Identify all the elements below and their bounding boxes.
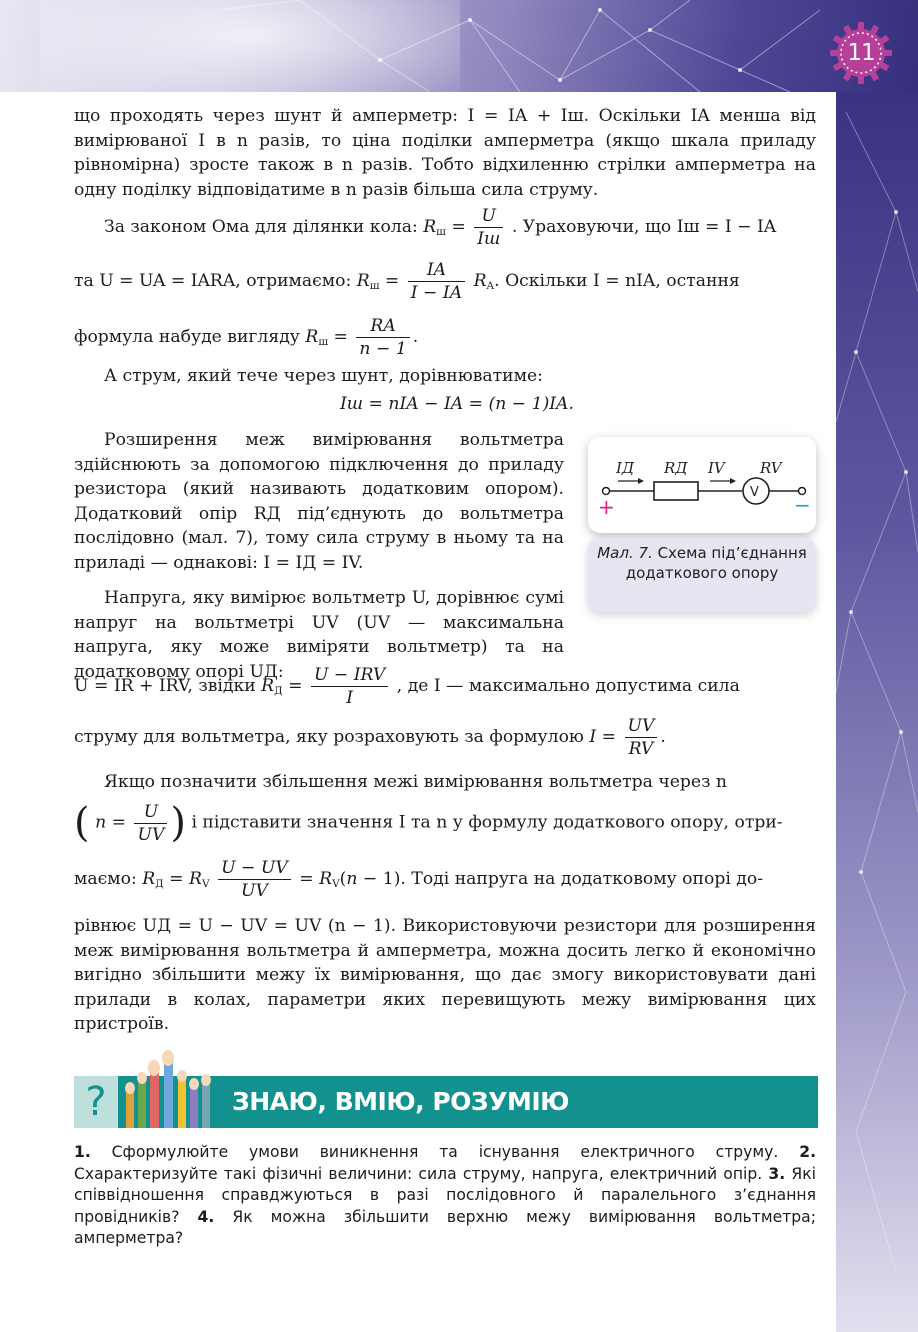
- side-decoration: [836, 92, 918, 1332]
- voltmeter-symbol: V: [750, 485, 759, 500]
- question-2-text: Схарактеризуйте такі фізичні величини: сила струму, напруга, електричний опір.: [74, 1164, 763, 1183]
- resistor-formula-line: U = IR + IRV, звідки $R_Д$ = $\frac{\text{U − IRV}}{I}$ , де I — максимально допустима сила: [74, 665, 740, 708]
- question-1-text: Сформулюйте умови виникнення та існування електричного струму.: [111, 1143, 779, 1161]
- questions-list: [74, 1142, 816, 1250]
- question-4-text: Як можна збільшити верхню межу вимірювання вольтметра; амперметра?: [74, 1207, 816, 1247]
- fraction-u-over-uv: $\frac{U}{UV}$: [134, 802, 167, 845]
- section-title: ЗНАЮ, ВМІЮ, РОЗУМІЮ: [232, 1087, 569, 1116]
- paragraph-voltage: Напруга, яку вимірює вольтметр U, дорівнює сумі напруг на вольтметрі UV (UV — максимальна напруга, яку може виміряти вольтметр) та на додатковому опорі UД:: [74, 588, 564, 682]
- fraction-ra-over-n-1: $\frac{RA}{n - 1}$: [356, 316, 409, 359]
- label-rv: RV: [760, 459, 782, 477]
- fraction-u-irv-over-i: $\frac{\text{U − IRV}}{I}$: [311, 665, 388, 708]
- n-definition-line: ( n = $\frac{U}{UV}$ ) і підставити значення I та n у формулу додаткового опору, отри-: [74, 800, 783, 846]
- network-pattern: [0, 0, 918, 92]
- current-intro: А струм, який тече через шунт, дорівнюватиме:: [104, 366, 543, 386]
- paragraph-n: Якщо позначити збільшення межі вимірювання вольтметра через n: [104, 772, 728, 792]
- final-shunt-formula: формула набуде вигляду $R_ш$ = $\frac{RA}{n - 1}$ .: [74, 316, 419, 359]
- top-banner: [0, 0, 918, 92]
- question-icon: ?: [85, 1079, 107, 1125]
- label-id: IД: [616, 459, 635, 477]
- circuit-figure: [588, 437, 816, 533]
- question-1-num: 1.: [74, 1143, 91, 1161]
- ohm-law-line: За законом Ома для ділянки кола: $R_ш$ = $\frac{U}{Iш}$ . Ураховуючи, що Iш = I − IA: [104, 206, 777, 249]
- raised-hands-icon: [120, 1050, 220, 1128]
- fraction-u-over-ish: $\frac{U}{Iш}$: [474, 206, 503, 249]
- circuit-diagram: [588, 437, 816, 533]
- figure-caption: Мал. 7. Схема під’єднання додаткового опору: [588, 538, 816, 612]
- paragraph-voltmeter: Розширення меж вимірювання вольтметра здійснюють за допомогою підключення до приладу резистора (який називають додатковим опором). Додатковий опір RД під’єднують до вольтметра послідовно (мал. 7), тому сила струму в ньому та на приладі — однакові: I = IД = IV.: [74, 430, 564, 573]
- label-rd: RД: [664, 459, 688, 477]
- label-iv: IV: [708, 459, 725, 477]
- minus-sign: −: [794, 493, 811, 517]
- current-formula: Iш = nIA − IA = (n − 1)IA.: [340, 394, 574, 414]
- page-number: 11: [847, 40, 875, 66]
- shunt-formula-line: та U = UA = IARA, отримаємо: $R_ш$ = $\frac{IA}{I - IA}$ $R_A$. Оскільки I = nIA, остання: [74, 260, 740, 303]
- max-current-line: струму для вольтметра, яку розраховують за формулою I = $\frac{UV}{RV}$ .: [74, 716, 666, 759]
- fraction-ia-over-i-ia: $\frac{IA}{I - IA}$: [408, 260, 465, 303]
- question-3-num: 3.: [768, 1164, 786, 1183]
- paragraph-shunt: що проходять через шунт й амперметр: I = IA + Iш. Оскільки IA менша від вимірюваної I в n разів, то ціна поділки амперметра (якщо шкала приладу рівномірна) зросте також в n разів. Тобто відхиленню стрілки амперметра на одну поділку відповідатиме в n разів більша сила струму.: [74, 106, 816, 200]
- paragraph-conclusion: рівнює UД = U − UV = UV (n − 1). Використовуючи резистори для розширення меж вимірювання вольтметра й амперметра, можна досить легко й економічно вигідно збільшити межу їх вимірювання, що дає змогу використовувати дані прилади в колах, параметри яких перевищують межу вимірювання цих пристроїв.: [74, 916, 816, 1034]
- fraction-u-uv-over-uv: $\frac{U - UV}{UV}$: [218, 858, 291, 901]
- derived-resistor-line: маємо: $R_Д = R_V$ $\frac{U - UV}{UV}$ = $R_V(n - 1)$. Тоді напруга на додатковому опорі до-: [74, 858, 764, 901]
- question-2-num: 2.: [799, 1143, 816, 1161]
- question-4-num: 4.: [197, 1207, 215, 1226]
- question-3-text: Які співвідношення справджуються в разі послідовного й паралельного з’єднання провідників?: [74, 1164, 816, 1226]
- plus-sign: +: [598, 495, 615, 519]
- fraction-uv-over-rv: $\frac{UV}{RV}$: [625, 716, 658, 759]
